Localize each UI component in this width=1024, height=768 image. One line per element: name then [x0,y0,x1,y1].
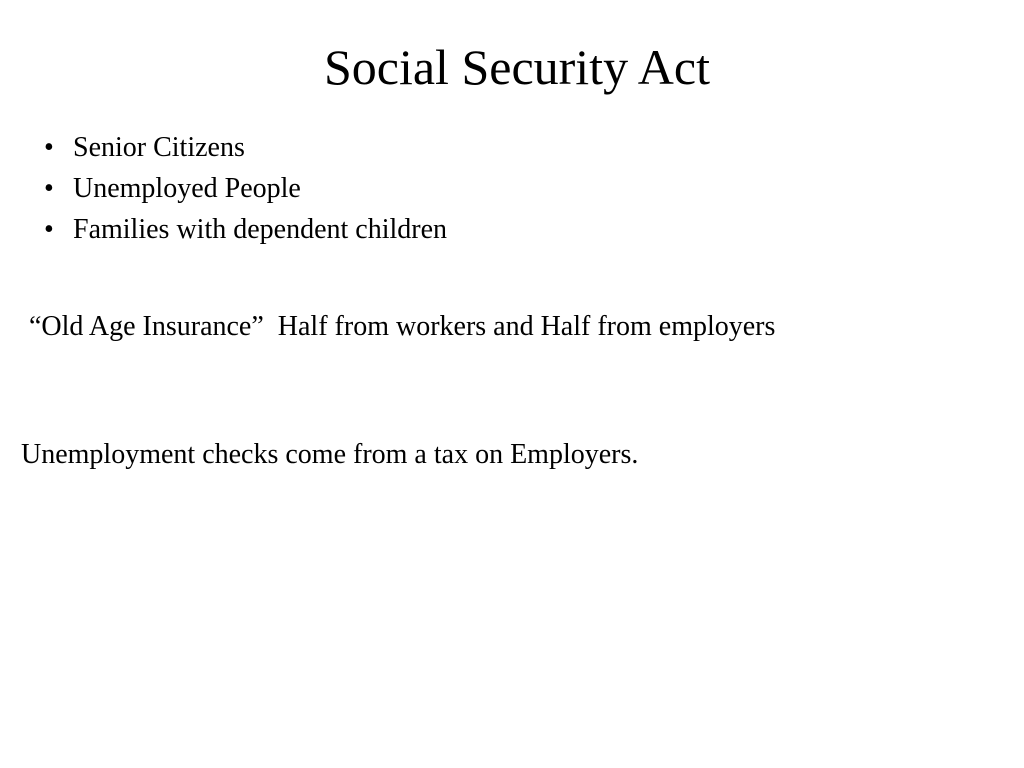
unemployment-note: Unemployment checks come from a tax on Employers. [21,439,639,470]
bullet-icon: • [44,214,54,245]
slide-title: Social Security Act [323,39,711,95]
bullet-text: Senior Citizens [73,132,245,163]
list-item [44,168,447,209]
list-item [44,127,447,168]
old-age-insurance-note: “Old Age Insurance” Half from workers and Half from employers [29,311,776,342]
bullet-text: Unemployed People [73,173,301,204]
bullet-icon: • [44,132,54,163]
bullet-text: Families with dependent children [73,214,448,245]
bullet-icon: • [44,173,54,204]
bullet-list [44,127,447,250]
list-item [44,209,447,250]
